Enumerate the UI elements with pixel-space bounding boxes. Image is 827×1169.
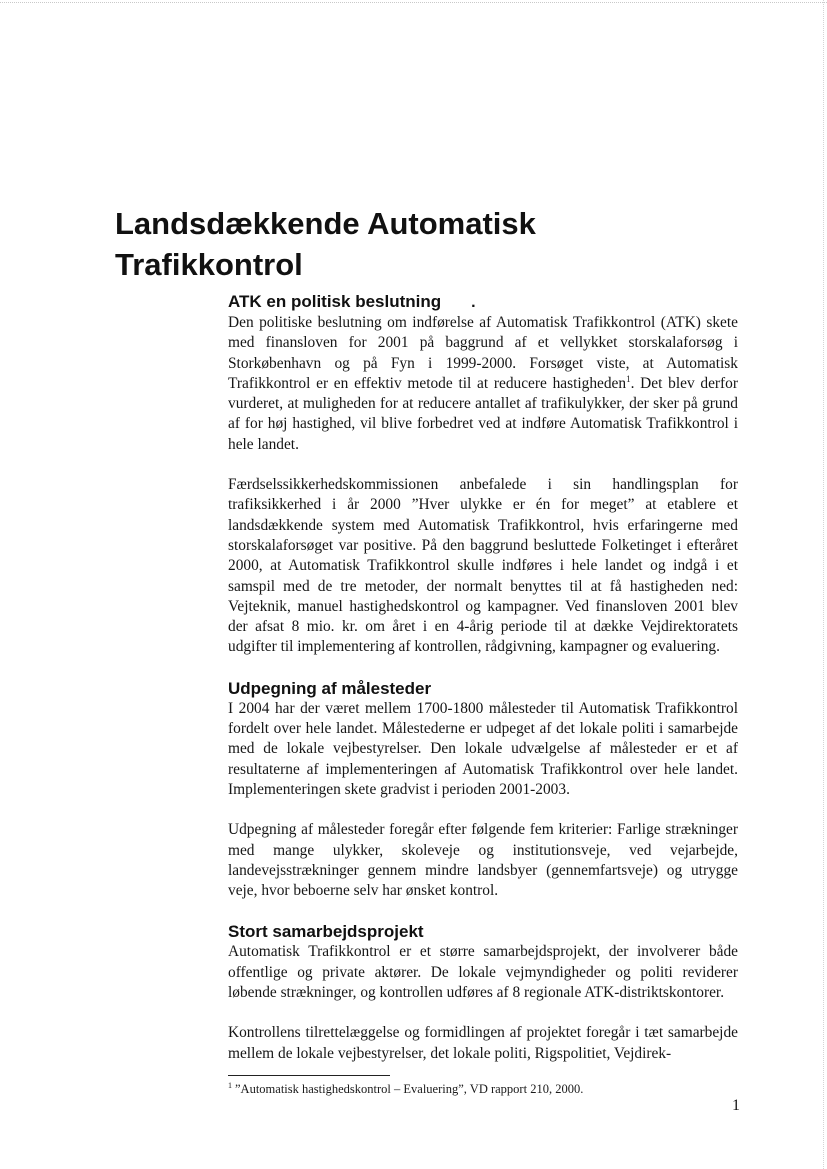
- paragraph: Færdselssikkerhedskommissionen anbefalede i sin handlingsplan for trafiksikkerhed i år 2000 ”Hver ulykke er én for meget” at etablere et landsdækkende system med Automatisk Trafikkontrol, hvis erfaringerne med storskalaforsøget var positive. På den baggrund besluttede Folketinget i efteråret 2000, at Automatisk Trafikkontrol skulle indføres i hele landet og indgå i et samspil med de tre metoder, der normalt benyttes til at få hastigheden ned: Vejteknik, manuel hastighedskontrol og kampagner. Ved finansloven 2001 blev der afsat 8 mio. kr. om året i en 4-årig periode til at dække Vejdirektoratets udgifter til implementering af kontrollen, rådgivning, kampagner og evaluering.: [228, 476, 738, 656]
- document-body: [228, 291, 738, 1064]
- paragraph: Udpegning af målesteder foregår efter følgende fem kriterier: Farlige strækninger med mange ulykker, skoleveje og institutionsveje, ved vejarbejde, landevejsstrækninger gennem mindre landsbyer (gennemfartsveje) og utrygge veje, hvor beboerne selv har ønsket kontrol.: [228, 821, 738, 900]
- paragraph-text: Den politiske beslutning om indførelse af Automatisk Trafikkontrol (ATK) skete med finansloven for 2001 på baggrund af et vellykket storskalaforsøg i Storkøbenhavn og på Fyn i 1999-2000. Forsøget viste, at Automatisk Trafikkontrol er en effektiv metode til at reducere hastigheden: [228, 314, 738, 392]
- footnote-separator: [228, 1075, 390, 1076]
- section-measuring-sites: [228, 678, 738, 902]
- paragraph: Automatisk Trafikkontrol er et større samarbejdsprojekt, der involverer både offentlige og private aktører. De lokale vejmyndigheder og politi reviderer løbende strækninger, og kontrollen udføres af 8 regionale ATK-distriktskontorer.: [228, 943, 738, 1002]
- section-atk-political-decision: [228, 291, 738, 658]
- paragraph: [228, 313, 738, 455]
- footnote-marker: 1: [228, 1080, 232, 1090]
- page-number: 1: [732, 1097, 740, 1114]
- footnote-text: ”Automatisk hastighedskontrol – Evaluering”, VD rapport 210, 2000.: [235, 1082, 584, 1096]
- document-title: Landsdækkende Automatisk Trafikkontrol: [115, 206, 536, 282]
- section-heading: [228, 291, 738, 313]
- footnote-reference: 1: [626, 373, 631, 384]
- scan-edge-top: [0, 2, 827, 3]
- section-heading-text: ATK en politisk beslutning: [228, 292, 442, 311]
- heading-stray-mark: .: [471, 294, 476, 311]
- paragraph-text: . Det blev derfor vurderet, at muligheden for at reducere antallet af trafikulykker, der sker på grund af for høj hastighed, vil blive forbedret ved at indføre Automatisk Trafikkontrol i hele landet.: [228, 374, 738, 453]
- paragraph: I 2004 har der været mellem 1700-1800 målesteder til Automatisk Trafikkontrol fordelt over hele landet. Målestederne er udpeget af det lokale politi i samarbejde med de lokale vejbestyrelser. Den lokale udvælgelse af målesteder er et af resultaterne af implementeringen af Automatisk Trafikkontrol over hele landet. Implementeringen skete gradvist i perioden 2001-2003.: [228, 699, 738, 798]
- section-heading: Udpegning af målesteder: [228, 678, 432, 698]
- section-heading: Stort samarbejdsprojekt: [228, 922, 424, 942]
- scan-edge-right: [823, 0, 824, 1169]
- paragraph: Kontrollens tilrettelæggelse og formidlingen af projektet foregår i tæt samarbejde mellem de lokale vejbestyrelser, det lokale politi, Rigspolitiet, Vejdirek-: [228, 1024, 738, 1062]
- section-collaboration-project: [228, 921, 738, 1063]
- footnote: [228, 1081, 738, 1097]
